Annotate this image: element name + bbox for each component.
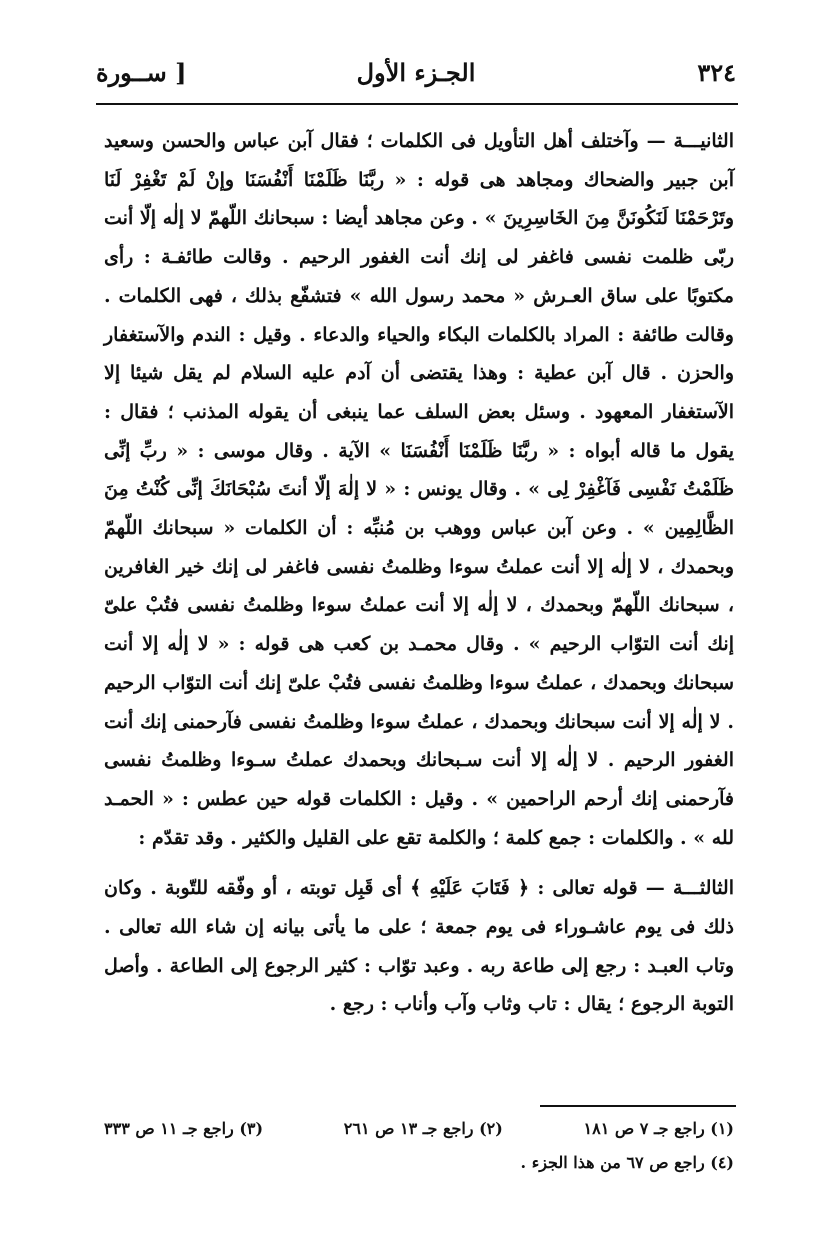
- footnote-1: (١) راجع جـ ٧ ص ١٨١: [583, 1119, 734, 1138]
- main-text: [104, 122, 734, 1024]
- footnote-3: (٣) راجع جـ ١١ ص ٣٣٣: [104, 1119, 264, 1138]
- page-number: ٣٢٤: [697, 58, 736, 87]
- footnote-2: (٢) راجع جـ ١٣ ص ٢٦١: [343, 1119, 503, 1138]
- footnote-row: [104, 1112, 734, 1146]
- paragraph-second-issue: الثانيـــة — وآختلف أهل التأويل فى الكلمات ؛ فقال آبن عباس والحسن وسعيد آبن جبير والضحاك ومجاهد هى قوله : « ربَّنَا ظَلَمْنَا أَنْفُسَنَا وإنْ لَمْ تَغْفِرْ لَنَا وتَرْحَمْنَا لَنَكُونَنَّ مِنَ الخَاسِرِينَ » . وعن مجاهد أيضا : سبحانك اللّهمّ لا إلٰه إلّا أنت ربّى ظلمت نفسى فاغفر لى إنك أنت الغفور الرحيم . وقالت طائفـة : رأى مكتوبًا على ساق العـرش « محمد رسول الله » فتشفّع بذلك ، فهى الكلمات . وقالت طائفة : المراد بالكلمات البكاء والحياء والدعاء . وقيل : الندم والآستغفار والحزن . قال آبن عطية : وهذا يقتضى أن آدم عليه السلام لم يقل شيئا إلا الآستغفار المعهود . وسئل بعض السلف عما ينبغى أن يقوله المذنب ؛ فقال : يقول ما قاله أبواه : « ربَّنَا ظَلَمْنَا أَنْفُسَنَا » الآية . وقال موسى : « ربِّ إنِّى ظَلَمْتُ نَفْسِى فَآغْفِرْ لِى » . وقال يونس : « لا إلٰهَ إلّا أنتَ سُبْحَانَكَ إنِّى كُنْتُ مِنَ الظَّالِمِين » . وعن آبن عباس ووهب بن مُنبِّه : أن الكلمات « سبحانك اللّهمّ وبحمدك ، لا إلٰه إلا أنت عملتُ سوءا وظلمتُ نفسى فاغفر لى إنك خير الغافرين ، سبحانك اللّهمّ وبحمدك ، لا إلٰه إلا أنت عملتُ سوءا وظلمتُ نفسى فتُبْ علىّ إنك أنت التوّاب الرحيم » . وقال محمـد بن كعب هى قوله : « لا إلٰه إلا أنت سبحانك وبحمدك ، عملتُ سوءا وظلمتُ نفسى فتُبْ علىّ إنك أنت التوّاب الرحيم . لا إلٰه إلا أنت سبحانك وبحمدك ، عملتُ سوءا وظلمتُ نفسى فآرحمنى إنك أنت الغفور الرحيم . لا إلٰه إلا أنت سـبحانك وبحمدك عملتُ سـوءا وظلمتُ نفسى فآرحمنى إنك أرحم الراحمين » . وقيل : الكلمات قوله حين عطس : « الحمـد لله » . والكلمات : جمع كلمة ؛ والكلمة تقع على القليل والكثير . وقد تقدّم :: [104, 130, 734, 849]
- footnote-rule: [540, 1105, 736, 1107]
- surah-label: [ ســورة: [96, 58, 187, 87]
- running-header: [96, 58, 736, 98]
- footnote-row: [104, 1146, 734, 1180]
- paragraph-third-issue: الثالثـــة — قوله تعالى : ﴿ فَتَابَ عَلَيْهِ ﴾ أى قَبِل توبته ، أو وفّقه للتّوبة . وكان ذلك فى يوم عاشـوراء فى يوم جمعة ؛ على ما يأتى بيانه إن شاء الله تعالى . وتاب العبـد : رجع إلى طاعة ربه . وعبد توّاب : كثير الرجوع إلى الطاعة . وأصل التوبة الرجوع ؛ يقال : تاب وثاب وآب وأناب : رجع .: [104, 877, 734, 1016]
- footnote-4: (٤) راجع ص ٦٧ من هذا الجزء .: [520, 1153, 734, 1172]
- volume-title: الجـزء الأول: [356, 58, 476, 87]
- footnotes: [104, 1112, 734, 1180]
- header-rule: [96, 103, 738, 105]
